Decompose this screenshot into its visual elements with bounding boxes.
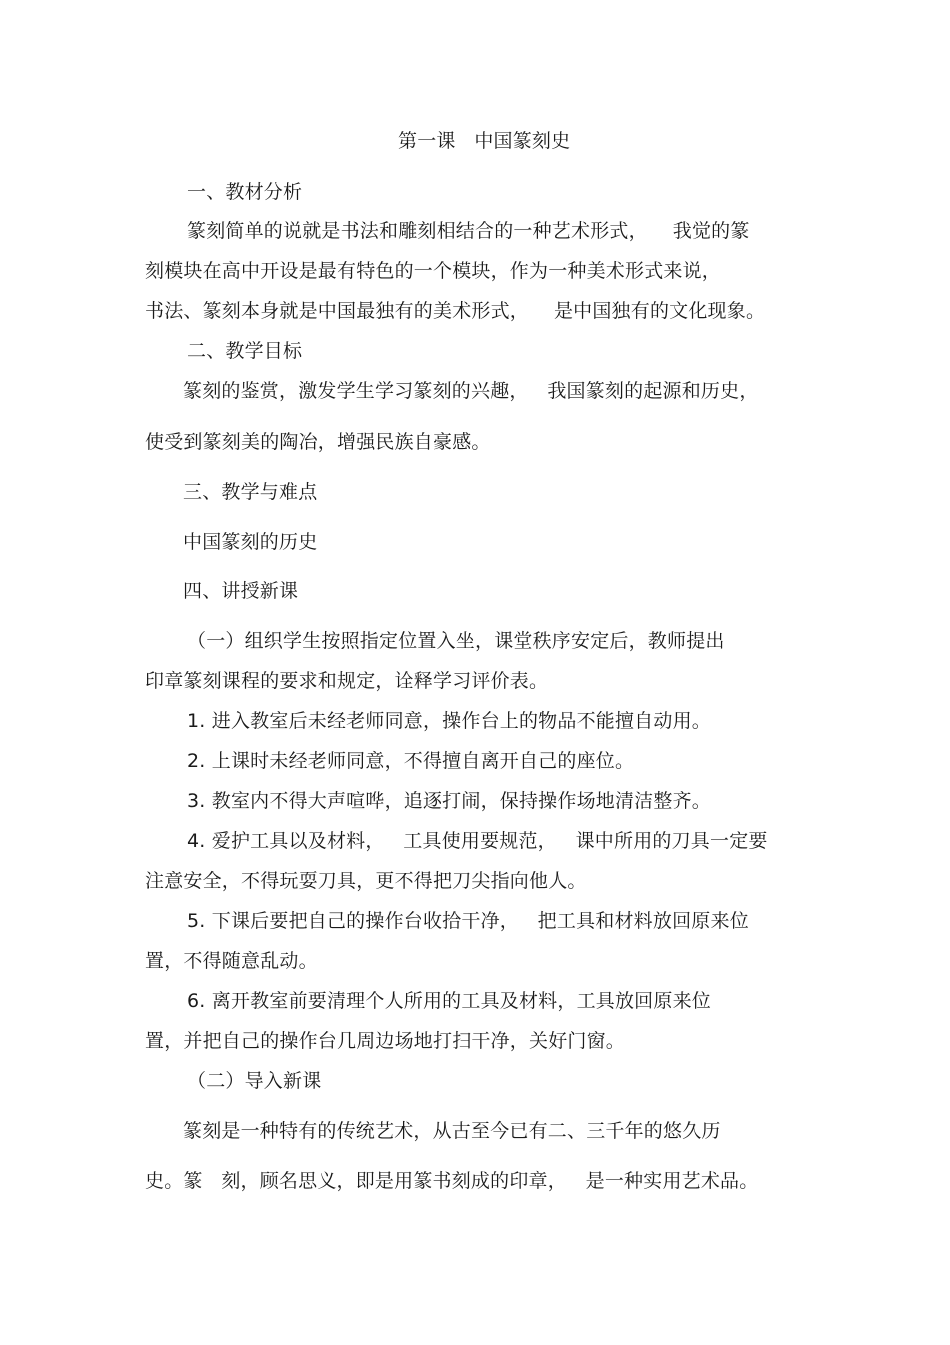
paragraph-line: 印章篆刻课程的要求和规定，诠释学习评价表。 bbox=[145, 670, 549, 692]
rule-item: 1. 进入教室后未经老师同意，操作台上的物品不能擅自动用。 bbox=[187, 710, 711, 732]
paragraph-line: 史。篆 刻，顾名思义，即是用篆书刻成的印章， 是一种实用艺术品。 bbox=[145, 1170, 759, 1192]
paragraph-line: （一）组织学生按照指定位置入坐，课堂秩序安定后，教师提出 bbox=[187, 630, 725, 652]
paragraph-line: 篆刻简单的说就是书法和雕刻相结合的一种艺术形式， 我觉的篆 bbox=[187, 220, 750, 242]
rule-item-continued: 注意安全，不得玩耍刀具，更不得把刀尖指向他人。 bbox=[145, 870, 587, 892]
subsection-heading: （二）导入新课 bbox=[187, 1070, 322, 1092]
paragraph-line: 篆刻的鉴赏，激发学生学习篆刻的兴趣， 我国篆刻的起源和历史， bbox=[183, 380, 759, 402]
paragraph-line: 篆刻是一种特有的传统艺术，从古至今已有二、三千年的悠久历 bbox=[183, 1120, 721, 1142]
paragraph-line: 书法、篆刻本身就是中国最独有的美术形式， 是中国独有的文化现象。 bbox=[145, 300, 766, 322]
section-heading-3: 三、教学与难点 bbox=[183, 481, 318, 503]
rule-item: 3. 教室内不得大声喧哗，追逐打闹，保持操作场地清洁整齐。 bbox=[187, 790, 711, 812]
rule-item: 5. 下课后要把自己的操作台收拾干净， 把工具和材料放回原来位 bbox=[187, 910, 749, 932]
rule-item: 2. 上课时未经老师同意，不得擅自离开自己的座位。 bbox=[187, 750, 635, 772]
page-title: 第一课 中国篆刻史 bbox=[398, 130, 571, 152]
rule-item: 6. 离开教室前要清理个人所用的工具及材料，工具放回原来位 bbox=[187, 990, 711, 1012]
rule-item-continued: 置，并把自己的操作台几周边场地打扫干净，关好门窗。 bbox=[145, 1030, 626, 1052]
section-heading-2: 二、教学目标 bbox=[187, 340, 303, 362]
paragraph-line: 刻模块在高中开设是最有特色的一个模块，作为一种美术形式来说， bbox=[145, 260, 722, 282]
rule-item-continued: 置，不得随意乱动。 bbox=[145, 950, 318, 972]
paragraph-line: 中国篆刻的历史 bbox=[183, 531, 318, 553]
rule-item: 4. 爱护工具以及材料， 工具使用要规范， 课中所用的刀具一定要 bbox=[187, 830, 768, 852]
paragraph-line: 使受到篆刻美的陶冶，增强民族自豪感。 bbox=[145, 431, 491, 453]
section-heading-4: 四、讲授新课 bbox=[183, 580, 299, 602]
section-heading-1: 一、教材分析 bbox=[187, 181, 303, 203]
